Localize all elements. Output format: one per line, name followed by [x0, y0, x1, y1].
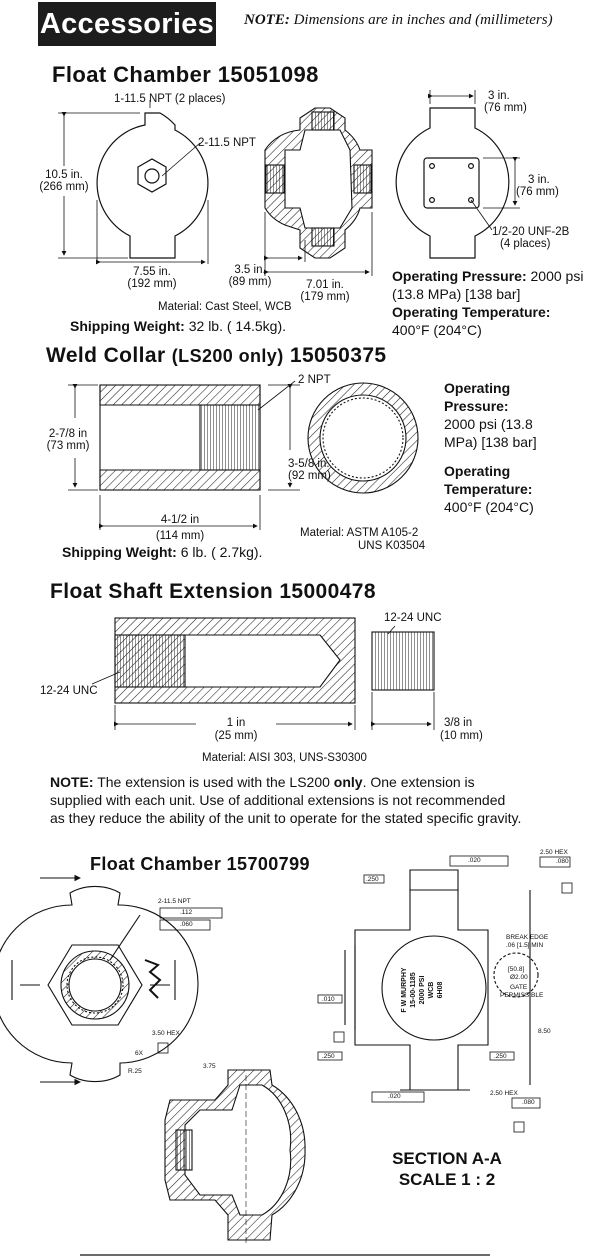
fs-unc-left: 12-24 UNC	[40, 685, 98, 697]
fs-len-mm: (25 mm)	[214, 730, 258, 742]
casting-line-1: F W MURPHY	[401, 967, 408, 1013]
fc1-op-temp-value: 400°F (204°C)	[392, 322, 482, 338]
section-label-line-1: SECTION A-A	[392, 1149, 502, 1168]
wc-material-1: Material: ASTM A105-2	[300, 527, 419, 539]
fc2-radius-r25: R.25	[128, 1068, 142, 1075]
wc-od-mm: (92 mm)	[288, 470, 331, 482]
fc1-side-mm: (76 mm)	[516, 186, 559, 198]
fc1-width-in: 7.55 in.	[133, 266, 171, 278]
wc-material-2: UNS K03504	[358, 540, 426, 552]
float-shaft-title: Float Shaft Extension 15000478	[50, 580, 376, 603]
wc-op-temp-value: 400°F (204°C)	[444, 499, 534, 515]
fc2-hex-left: 3.50 HEX	[152, 1030, 180, 1037]
fc1-npt-side: 2-11.5 NPT	[198, 137, 256, 149]
casting-marking	[400, 950, 470, 1030]
fc2-tol-080-top: .080	[556, 858, 569, 865]
float-chamber-1-front-view	[97, 113, 208, 258]
fc1-op-pressure-value2: (13.8 MPa) [138 bar]	[392, 286, 521, 302]
fs-note-line-1	[50, 773, 590, 791]
fc1-top-in: 3 in.	[488, 90, 510, 102]
wc-dia-in: 2-7/8 in	[48, 428, 88, 440]
fs-note-only: only	[333, 774, 363, 790]
weld-collar-title-main: Weld Collar	[46, 344, 166, 367]
fc1-height-in: 10.5 in.	[45, 169, 83, 181]
fc1-shipping-value: 32 lb. ( 14.5kg).	[188, 318, 287, 334]
fs-note-line-3: as they reduce the ability of the unit to operate for the stated specific gravity.	[50, 810, 522, 826]
fc1-shipping-label: Shipping Weight:	[70, 318, 185, 334]
fc1-depth-mm: (89 mm)	[228, 276, 272, 288]
fc1-shipping-weight	[70, 318, 286, 334]
fc2-break-edge-2: .06 [1.5] MIN	[506, 942, 544, 949]
fc2-dim-850: 8.50	[538, 1028, 551, 1035]
accessories-banner: Accessories	[38, 2, 216, 46]
fc2-gate-4: PERMISSIBLE	[500, 992, 544, 999]
fc1-npt-top: 1-11.5 NPT (2 places)	[114, 93, 226, 105]
wc-op-pressure-label-1: Operating	[444, 380, 511, 396]
fc2-gate-3: GATE	[510, 984, 528, 991]
float-shaft-extension-stud	[372, 632, 434, 690]
wc-shipping-label: Shipping Weight:	[62, 544, 177, 560]
casting-line-2: 15-00-1185	[410, 972, 417, 1008]
fs-ext-mm: (10 mm)	[440, 730, 483, 742]
fc2-dim-250-top: .250	[366, 876, 379, 883]
weld-collar-section	[100, 385, 260, 490]
note-text: Dimensions are in inches and (millimeters)	[293, 12, 553, 28]
fc1-op-temp-label-text: Operating Temperature:	[392, 304, 551, 320]
fs-note	[50, 773, 590, 827]
fc1-op-temp-label	[392, 304, 550, 321]
fc1-op-pressure	[392, 268, 583, 285]
casting-line-3: 2000 PSI	[419, 975, 426, 1005]
fc1-op-pressure-label: Operating Pressure:	[392, 268, 527, 284]
wc-op-pressure-value-1: 2000 psi (13.8	[444, 416, 533, 432]
fs-note-line1a: The extension is used with the LS200	[97, 774, 334, 790]
fc2-gate-1: [50.8]	[508, 966, 525, 973]
fs-len-in: 1 in	[196, 717, 276, 730]
wc-shipping-value: 6 lb. ( 2.7kg).	[180, 544, 263, 560]
wc-op-temp-label-1: Operating	[444, 463, 511, 479]
fc1-width-mm: (192 mm)	[127, 278, 177, 290]
fc2-dim-250-right: .250	[494, 1053, 507, 1060]
fc1-length-in: 7.01 in.	[306, 279, 344, 291]
section-label-line-2: SCALE 1 : 2	[398, 1170, 496, 1189]
fc1-depth-in: 3.5 in.	[234, 264, 266, 276]
float-chamber-2-title: Float Chamber 15700799	[90, 854, 310, 874]
fs-note-line-2: supplied with each unit. Use of additional extensions is not recommended	[50, 792, 506, 808]
fc1-op-pressure-value: 2000 psi	[530, 268, 584, 284]
float-chamber-1-section-view	[265, 108, 372, 258]
fs-unc-top: 12-24 UNC	[384, 612, 442, 624]
fs-ext-in: 3/8 in	[444, 717, 473, 729]
fc2-radius-6x: 6X	[135, 1050, 143, 1057]
fc2-tol-020-bottom: .020	[388, 1093, 401, 1100]
fc2-npt: 2-11.5 NPT	[158, 898, 191, 905]
wc-op-temp-label-2: Temperature:	[444, 481, 533, 497]
wc-dia-mm: (73 mm)	[46, 440, 90, 452]
fc1-height-mm: (266 mm)	[39, 181, 89, 193]
fc2-hex-bottom: 2.50 HEX	[490, 1090, 518, 1097]
weld-collar-title-num: 15050375	[289, 344, 387, 367]
casting-line-4: WCB	[428, 981, 435, 999]
float-chamber-1-title: Float Chamber 15051098	[52, 62, 319, 87]
wc-op-pressure-value-2: MPa) [138 bar]	[444, 434, 537, 450]
float-shaft-section	[115, 618, 355, 703]
wc-len-mm: (114 mm)	[155, 530, 205, 542]
fc1-length-mm: (179 mm)	[300, 291, 350, 303]
fc1-bolt-thread: 1/2-20 UNF-2B	[492, 226, 570, 238]
fc2-tol-060: .060	[180, 921, 193, 928]
section-a-a-view	[165, 1070, 305, 1245]
fc1-bolt-places: (4 places)	[500, 238, 551, 250]
fc1-side-in: 3 in.	[528, 174, 550, 186]
fc1-top-mm: (76 mm)	[484, 102, 527, 114]
fc2-break-edge-1: BREAK EDGE	[506, 934, 549, 941]
weld-collar-title	[46, 344, 387, 368]
fc2-dim-010: .010	[322, 996, 335, 1003]
wc-shipping-weight	[62, 544, 262, 560]
fs-note-label: NOTE:	[50, 774, 94, 790]
wc-len-in: 4-1/2 in	[160, 514, 200, 526]
fc2-hex-top: 2.50 HEX	[540, 849, 568, 856]
fc2-tol-080-bottom: .080	[522, 1099, 535, 1106]
wc-od-in: 3-5/8 in.	[288, 458, 330, 470]
fc2-tol-020-top: .020	[468, 857, 481, 864]
fc2-dim-375: 3.75	[203, 1063, 216, 1070]
weld-collar-title-paren: (LS200 only)	[171, 346, 284, 366]
fc1-material: Material: Cast Steel, WCB	[158, 301, 292, 313]
wc-npt: 2 NPT	[298, 374, 331, 386]
fc2-dim-250-left: .250	[322, 1053, 335, 1060]
casting-line-5: 6H08	[437, 981, 444, 999]
wc-op-pressure-label-2: Pressure:	[444, 398, 509, 414]
fc2-tol-112: .112	[180, 909, 193, 916]
note-label: NOTE:	[244, 12, 290, 28]
section-a-a-label	[372, 1148, 522, 1190]
fs-note-line1b: . One extension is	[362, 774, 475, 790]
fc2-gate-2: Ø2.00	[510, 974, 528, 981]
fs-material: Material: AISI 303, UNS-S30300	[202, 752, 367, 764]
